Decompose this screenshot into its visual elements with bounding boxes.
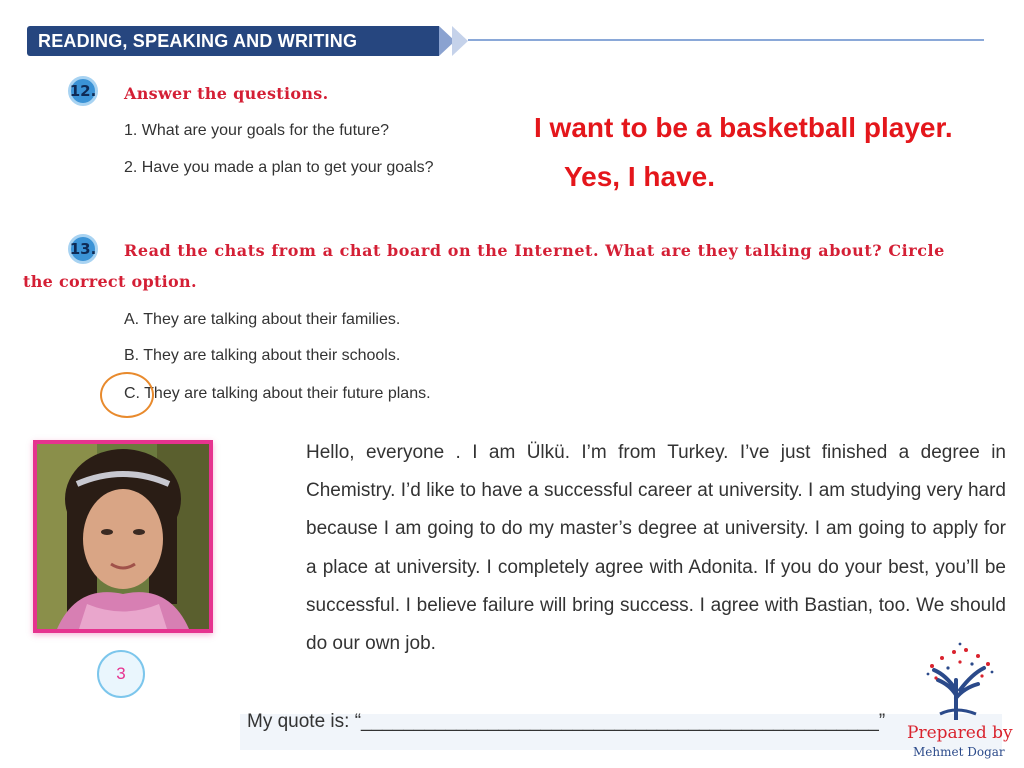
portrait-illustration bbox=[37, 444, 209, 629]
exercise-13-badge: 13. bbox=[68, 234, 98, 264]
question-1: 1. What are your goals for the future? bbox=[124, 122, 390, 139]
exercise-12-instruction: Answer the questions. bbox=[124, 84, 329, 103]
answer-circle-mark bbox=[100, 372, 154, 418]
exercise-13-instruction-line1: Read the chats from a chat board on the Internet. What are they talking about? Circle bbox=[124, 241, 945, 260]
page-number-badge: 3 bbox=[97, 650, 145, 698]
option-b: B. They are talking about their schools. bbox=[124, 347, 401, 364]
banner-arrow-light bbox=[452, 26, 468, 56]
quote-line: My quote is: “_________________________________________________” bbox=[247, 711, 886, 732]
exercise-13-instruction-line2: the correct option. bbox=[23, 272, 197, 291]
answer-2: Yes, I have. bbox=[564, 161, 715, 192]
section-title: READING, SPEAKING AND WRITING bbox=[38, 31, 358, 51]
chat-post-text: Hello, everyone . I am Ülkü. I’m from Turkey. I’ve just finished a degree in Chemistry. I’d like to have a successful career at university. I am studying very hard because I am going to do my master’s degree at university. I am going to apply for a place at university. I completely agree with Adonita. If you do your best, you’ll be successful. I believe failure will bring success. I agree with Bastian, too. We should do our own job. bbox=[306, 442, 1006, 655]
banner-rule bbox=[468, 39, 984, 41]
watermark-author: Mehmet Dogar bbox=[913, 745, 1005, 759]
student-photo bbox=[33, 440, 213, 633]
tree-logo-icon bbox=[920, 640, 998, 720]
option-a: A. They are talking about their families. bbox=[124, 311, 401, 328]
option-c: C. They are talking about their future plans. bbox=[124, 385, 431, 402]
answer-1: I want to be a basketball player. bbox=[534, 112, 953, 143]
exercise-12-badge: 12. bbox=[68, 76, 98, 106]
question-2: 2. Have you made a plan to get your goals? bbox=[124, 159, 434, 176]
watermark-prepared-by: Prepared by bbox=[907, 723, 1013, 743]
